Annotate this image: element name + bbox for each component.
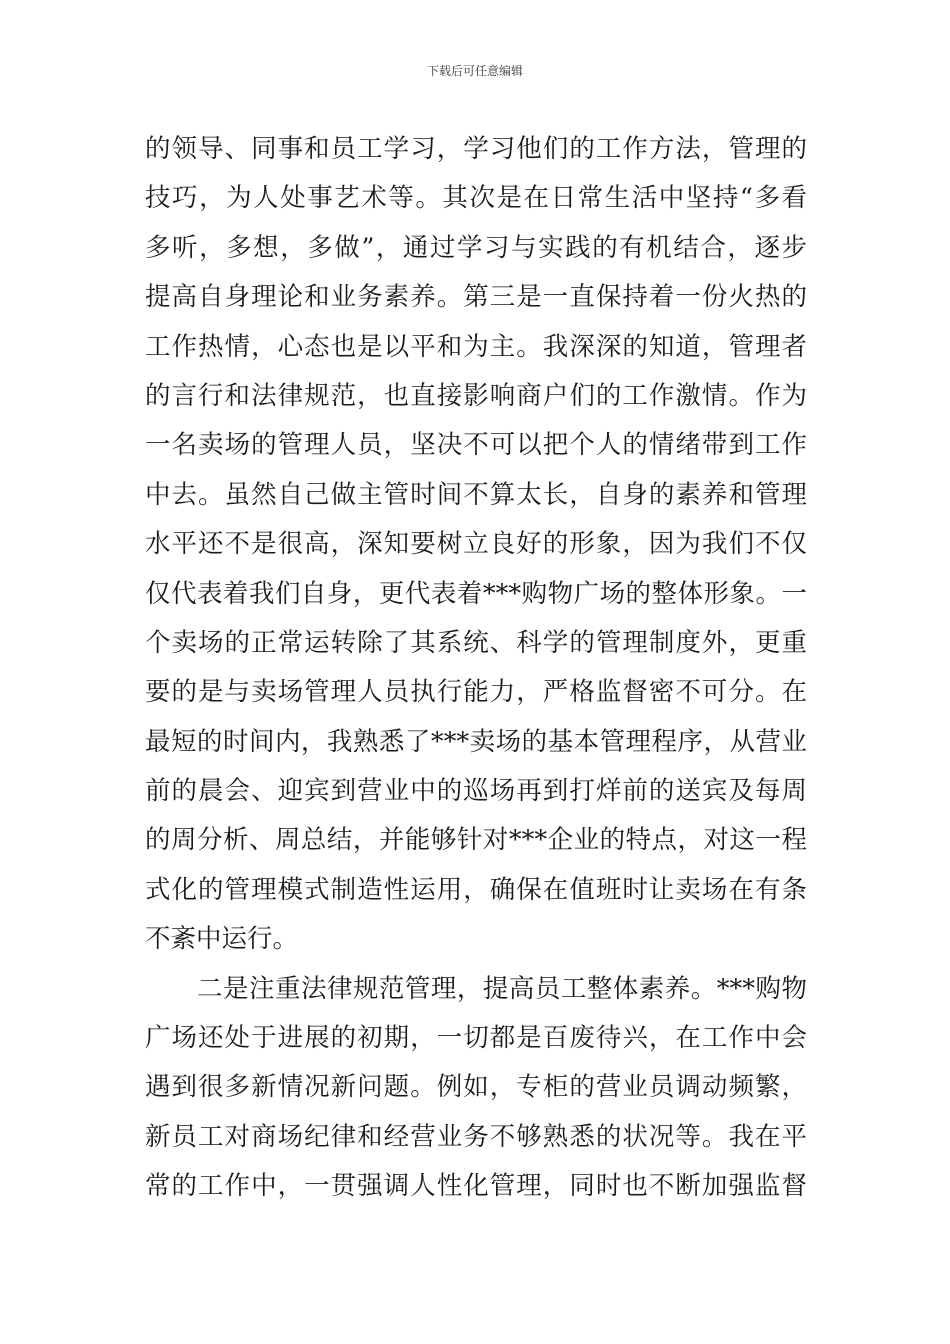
text-line: 要的是与卖场管理人员执行能力，严格监督密不可分。在 xyxy=(145,677,807,708)
paragraph-1 xyxy=(145,125,807,965)
text-line: 水平还不是很高，深知要树立良好的形象，因为我们不仅 xyxy=(145,529,807,560)
text-line: 个卖场的正常运转除了其系统、科学的管理制度外，更重 xyxy=(145,627,807,658)
text-line: 技巧，为人处事艺术等。其次是在日常生活中坚持“多看 xyxy=(145,183,807,214)
text-line: 的周分析、周总结，并能够针对***企业的特点，对这一程 xyxy=(145,825,807,856)
text-line: 一名卖场的管理人员，坚决不可以把个人的情绪带到工作 xyxy=(145,430,807,461)
text-line: 新员工对商场纪律和经营业务不够熟悉的状况等。我在平 xyxy=(145,1121,807,1152)
text-line: 前的晨会、迎宾到营业中的巡场再到打烊前的送宾及每周 xyxy=(145,776,807,807)
text-line: 提高自身理论和业务素养。第三是一直保持着一份火热的 xyxy=(145,282,807,313)
text-line: 多听，多想，多做”，通过学习与实践的有机结合，逐步 xyxy=(145,232,807,263)
text-line: 工作热情，心态也是以平和为主。我深深的知道，管理者 xyxy=(145,331,807,362)
paragraph-2 xyxy=(145,965,807,1212)
text-line: 遇到很多新情况新问题。例如，专柜的营业员调动频繁， xyxy=(145,1072,807,1103)
text-line: 式化的管理模式制造性运用，确保在值班时让卖场在有条 xyxy=(145,874,807,905)
text-line: 的言行和法律规范，也直接影响商户们的工作激情。作为 xyxy=(145,380,807,411)
text-line: 广场还处于进展的初期，一切都是百废待兴，在工作中会 xyxy=(145,1023,807,1054)
text-line: 二是注重法律规范管理，提高员工整体素养。***购物 xyxy=(197,973,807,1004)
page-header: 下载后可任意编辑 xyxy=(426,64,523,78)
text-line: 中去。虽然自己做主管时间不算太长，自身的素养和管理 xyxy=(145,479,807,510)
text-line: 最短的时间内，我熟悉了***卖场的基本管理程序，从营业 xyxy=(145,726,807,757)
text-line: 常的工作中，一贯强调人性化管理，同时也不断加强监督 xyxy=(145,1171,807,1202)
document-body xyxy=(145,125,807,1212)
text-line: 仅代表着我们自身，更代表着***购物广场的整体形象。一 xyxy=(145,578,807,609)
text-line: 不紊中运行。 xyxy=(145,924,299,955)
text-line: 的领导、同事和员工学习，学习他们的工作方法，管理的 xyxy=(145,134,807,164)
